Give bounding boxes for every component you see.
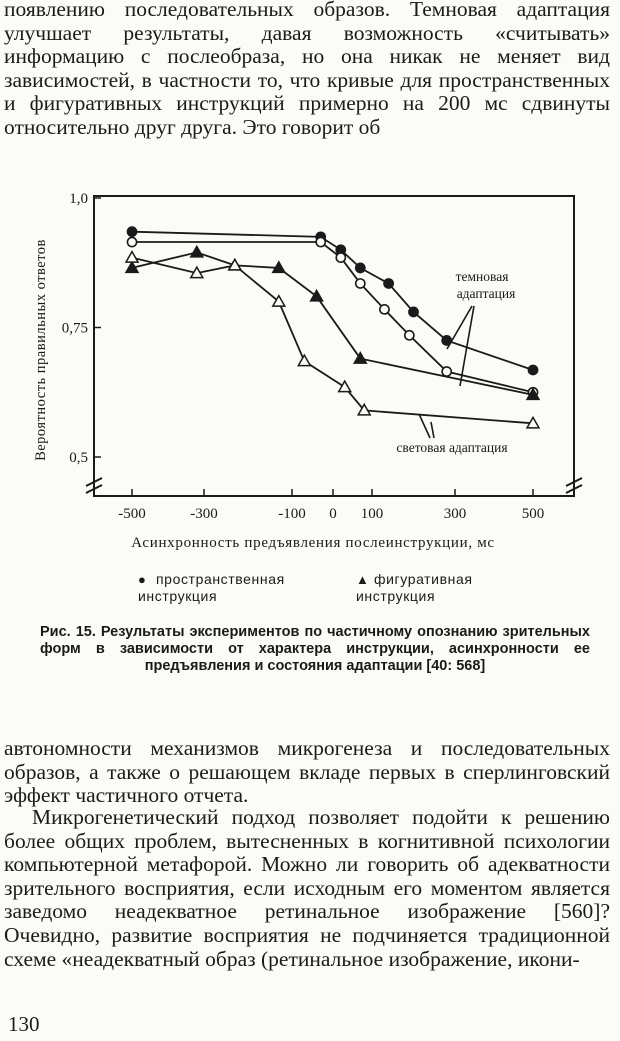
x-tick-label: 500 xyxy=(521,506,545,522)
data-point xyxy=(380,305,389,314)
annotation-layer xyxy=(365,268,543,458)
light-pointer-1 xyxy=(419,414,430,438)
series-2 xyxy=(127,237,537,396)
data-point xyxy=(191,246,203,257)
x-axis-ticks xyxy=(118,489,544,522)
data-point xyxy=(442,367,451,376)
data-point xyxy=(409,307,418,316)
x-tick-label: 100 xyxy=(360,506,384,522)
data-point xyxy=(384,279,393,288)
data-point xyxy=(298,355,310,366)
legend-spatial xyxy=(138,571,328,604)
legend-figurative-text: фигуративная инструкция xyxy=(356,571,473,604)
data-point xyxy=(127,227,136,236)
dark-adaptation-label-1: темновая xyxy=(455,269,509,284)
series-layer xyxy=(126,227,539,428)
page-number: 130 xyxy=(8,1012,40,1036)
x-tick-label: 300 xyxy=(443,506,467,522)
y-axis-label: Вероятность правильных ответов xyxy=(33,239,49,461)
data-point xyxy=(316,237,325,246)
x-tick-label: -500 xyxy=(118,506,146,522)
data-point xyxy=(127,237,136,246)
legend-triangle-marker: ▲ xyxy=(356,572,370,587)
y-tick-label: 1,0 xyxy=(69,191,88,207)
light-adaptation-label: световая адаптация xyxy=(396,440,508,455)
x-tick-label: 0 xyxy=(329,506,337,522)
figure-chart xyxy=(0,180,620,560)
data-point xyxy=(528,365,537,374)
y-tick-label: 0,5 xyxy=(69,450,88,466)
x-tick-label: -100 xyxy=(278,506,306,522)
data-point xyxy=(339,381,351,392)
data-point xyxy=(311,290,323,301)
x-tick-label: -300 xyxy=(190,506,218,522)
data-point xyxy=(356,279,365,288)
legend-figurative xyxy=(356,571,546,604)
data-point xyxy=(356,263,365,272)
y-tick-label: 0,75 xyxy=(61,320,88,337)
legend-spatial-text: пространственная инструкция xyxy=(138,571,285,604)
figure-caption: Рис. 15. Результаты экспериментов по частичному опознанию зрительных форм в зависимости от характера инструкции, асинхронности ее предъявления и состояния адаптации [40: 568] xyxy=(40,624,590,674)
light-pointer-2 xyxy=(431,422,434,438)
bottom-paragraph-1: автономности механизмов микрогенеза и последовательных образов, а также о решающем вкладе первых в сперлинговский эффект частичного отчета. xyxy=(4,736,610,808)
top-paragraph: появлению последовательных образов. Темновая адаптация улучшает результаты, давая возможность «считывать» информацию с послеобраза, но она никак не меняет вид зависимостей, в частности то, что кривые для пространственных и фигуративных инструкций примерно на 200 мс сдвинуты относительно друг друга. Это говорит об xyxy=(4,0,610,139)
legend-circle-marker: ● xyxy=(138,572,147,587)
data-point xyxy=(405,331,414,340)
data-point xyxy=(126,252,138,263)
dark-adaptation-label-2: адаптация xyxy=(456,286,516,301)
axis-break xyxy=(86,478,582,493)
y-axis-ticks xyxy=(62,191,101,466)
bottom-paragraph-2: Микрогенетический подход позволяет подойти к решению более общих проблем, вытесненных в когнитивной психологии компьютерной метафорой. Можно ли говорить об адекватности зрительного восприятия, если исходным его моментом является заведомо неадекватное ретинальное изображение [560]? Очевидно, развитие восприятия не подчиняется традиционной схеме «неадекватный образ (ретинальное изображение, икони- xyxy=(4,805,610,971)
x-axis-label: Асинхронность предъявления послеинструкции, мс xyxy=(131,535,495,551)
data-point xyxy=(336,253,345,262)
